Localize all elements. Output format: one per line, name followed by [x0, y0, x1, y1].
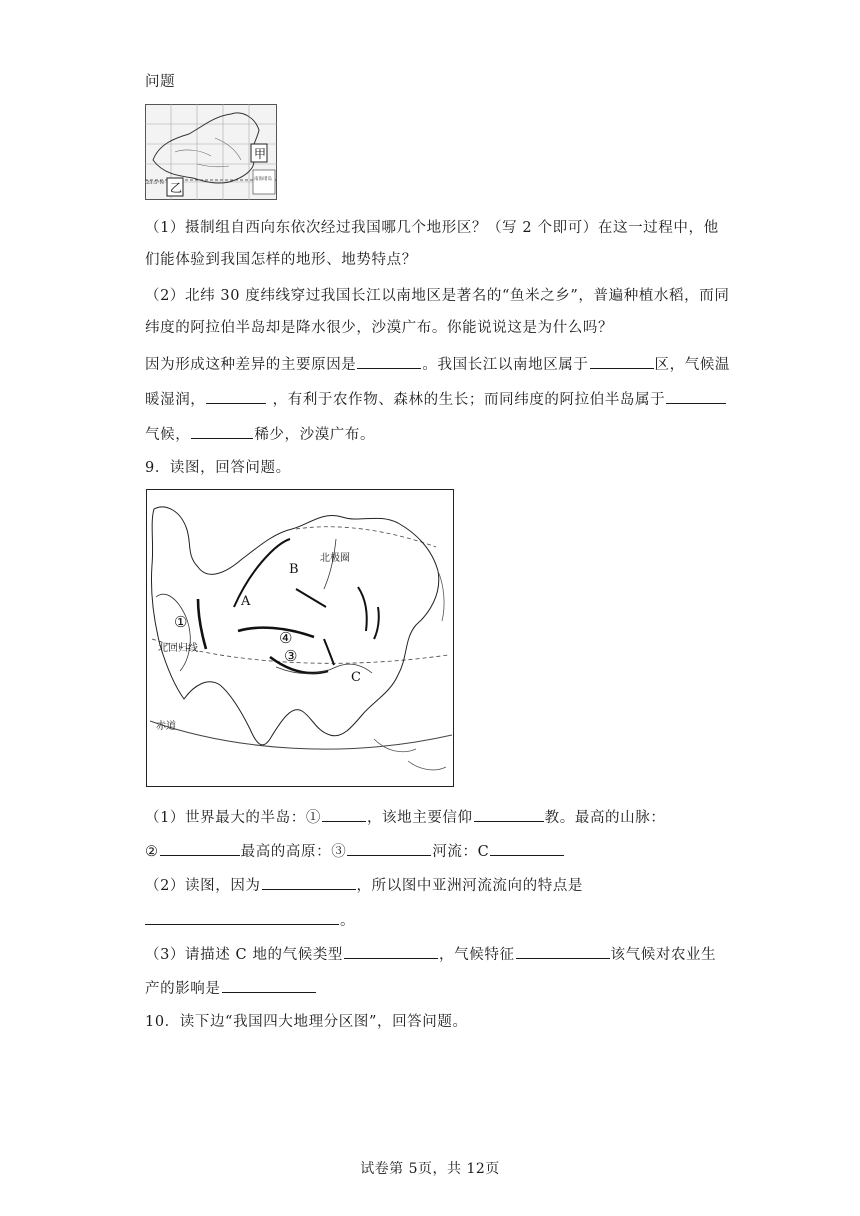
map-label-a: A [241, 594, 251, 609]
map-label-3: ③ [284, 647, 298, 665]
q9-sub2-line2: 。 [145, 910, 720, 931]
intro-tail: 问题 [145, 74, 176, 90]
map1-label-jia: 甲 [254, 147, 267, 161]
map-label-tropic: 北回归线 [158, 643, 198, 654]
page-footer: 试卷第 5页，共 12页 [360, 1161, 500, 1177]
answer-blank[interactable] [191, 424, 253, 439]
answer-blank[interactable] [206, 389, 266, 404]
answer-blank[interactable] [490, 841, 564, 856]
q8-answer-line1: 因为形成这种差异的主要原因是 。我国长江以南地区属于 区，气候温 [145, 354, 720, 375]
answer-blank[interactable] [222, 978, 316, 993]
map-label-1: ① [174, 613, 188, 631]
answer-blank[interactable] [666, 389, 726, 404]
answer-blank[interactable] [145, 910, 339, 925]
answer-blank[interactable] [347, 841, 431, 856]
map-label-b: B [289, 562, 299, 577]
asia-map-figure [146, 489, 454, 787]
q9-sub3-line2: 产的影响是 [145, 978, 720, 999]
map1-label-scs: 南海诸岛 [254, 177, 272, 182]
answer-blank[interactable] [344, 944, 438, 959]
q8-part1-line2: 们能体验到我国怎样的地形、地势特点？ [145, 252, 417, 268]
q9-sub1-line2: ② 最高的高原：③ 河流：C [145, 841, 720, 862]
map-label-equator: 赤道 [156, 721, 176, 732]
answer-blank[interactable] [357, 354, 421, 369]
q8-part1-line1: （1）摄制组自西向东依次经过我国哪几个地形区？（写 2 个即可）在这一过程中，他 [145, 220, 719, 236]
answer-blank[interactable] [516, 944, 610, 959]
q8-answer-line2: 暖湿润， ，有利于农作物、森林的生长；而同纬度的阿拉伯半岛属于 [145, 389, 720, 410]
answer-blank[interactable] [160, 841, 240, 856]
china-map-figure [145, 104, 277, 200]
q9-sub3-line1: （3）请描述 C 地的气候类型 ，气候特征 该气候对农业生 [145, 944, 720, 965]
q10-title: 10．读下边“我国四大地理分区图”，回答问题。 [145, 1014, 468, 1030]
map-label-arctic: 北极圈 [320, 553, 350, 564]
map-label-4: ④ [279, 629, 293, 647]
answer-blank[interactable] [474, 807, 544, 822]
answer-blank[interactable] [590, 354, 654, 369]
answer-blank[interactable] [322, 807, 366, 822]
q8-answer-line3: 气候， 稀少，沙漠广布。 [145, 424, 720, 445]
q9-sub2-line1: （2）读图，因为 ，所以图中亚洲河流流向的特点是 [145, 875, 720, 896]
q9-sub1-line1: （1）世界最大的半岛：① ，该地主要信仰 教。最高的山脉： [145, 807, 720, 828]
map1-label-lat: 23.5°N [146, 180, 165, 186]
answer-blank[interactable] [262, 875, 356, 890]
q9-title: 9．读图，回答问题。 [145, 460, 291, 476]
map1-label-yi: 乙 [170, 181, 183, 195]
q8-part2-line1: （2）北纬 30 度纬线穿过我国长江以南地区是著名的“鱼米之乡”，普遍种植水稻，而同 [145, 288, 730, 304]
map-label-c: C [351, 670, 361, 685]
q8-part2-line2: 纬度的阿拉伯半岛却是降水很少，沙漠广布。你能说说这是为什么吗？ [145, 320, 614, 336]
